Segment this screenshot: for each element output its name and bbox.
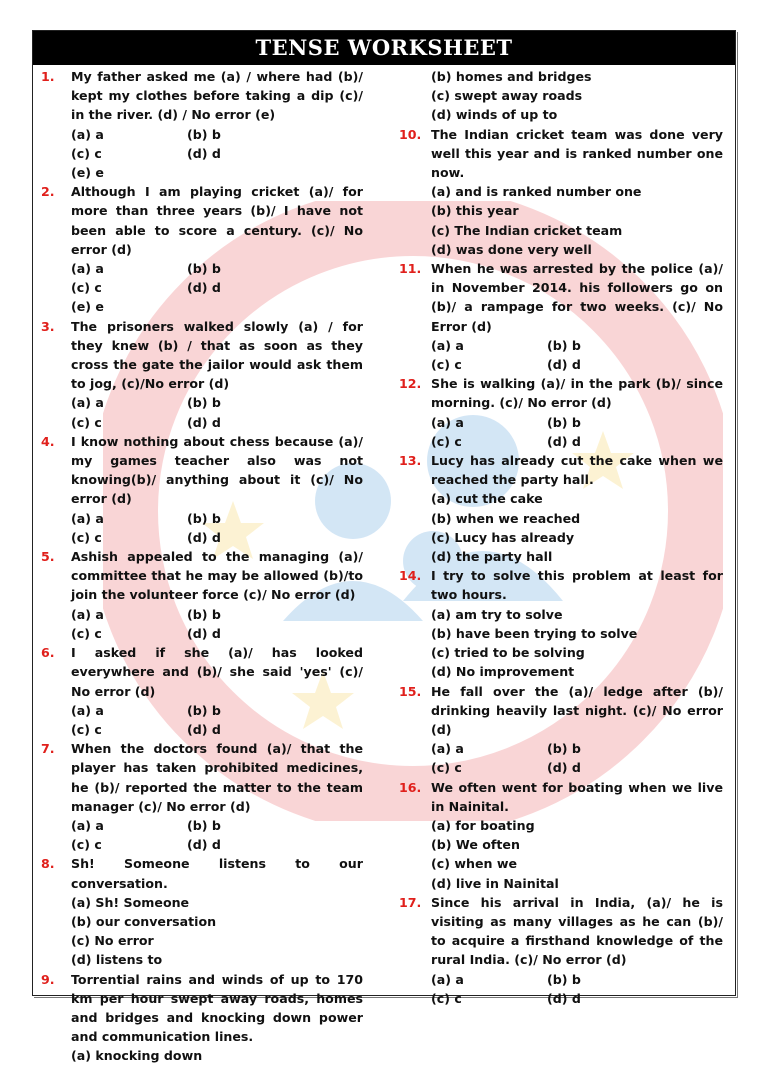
option-label: (b) b — [547, 741, 581, 757]
option-label: (b) b — [187, 261, 221, 277]
option-label: (b) b — [547, 971, 581, 987]
option-label: (d) was done very well — [431, 241, 592, 257]
option-label: (c) c — [71, 414, 102, 430]
question-item — [39, 854, 363, 969]
option-label: (d) d — [187, 625, 221, 641]
option-label: (d) d — [187, 280, 221, 296]
option-label: (a) for boating — [431, 817, 535, 833]
option-label: (d) d — [547, 760, 581, 776]
option-label: (c) swept away roads — [431, 88, 583, 104]
option-label — [187, 297, 363, 316]
answer-options — [431, 489, 723, 566]
option-label: (a) cut the cake — [431, 491, 543, 507]
option-label: (c) c — [71, 625, 102, 641]
option-label: (b) b — [187, 510, 221, 526]
question-text: Torrential rains and winds of up to 170 km per hour swept away roads, homes and bridges and knocking down power and communication lines. — [71, 971, 363, 1045]
answer-options — [71, 393, 363, 431]
option-label: (b) b — [547, 337, 581, 353]
option-label: (a) a — [71, 702, 104, 718]
option-label: (b) b — [187, 606, 221, 622]
option-label: (a) a — [431, 414, 464, 430]
option-label: (b) our conversation — [71, 913, 217, 929]
question-item — [39, 970, 363, 1066]
option-label: (b) We often — [431, 837, 520, 853]
option-label: (c) No error — [71, 933, 154, 949]
option-label: (d) d — [187, 529, 221, 545]
question-item — [399, 566, 723, 681]
question-number: 6. — [41, 645, 55, 661]
question-item — [399, 893, 723, 1008]
question-text: I asked if she (a)/ has looked everywhere and (b)/ she said 'yes' (c)/ No error (d) — [71, 645, 363, 699]
question-text: The prisoners walked slowly (a) / for they knew (b) / that as soon as they cross the gate the jailor would ask them to jog, (c)/No error (d) — [71, 318, 363, 392]
option-label: (d) d — [547, 357, 581, 373]
question-number: 16. — [399, 779, 422, 795]
question-text: He fall over the (a)/ ledge after (b)/ drinking heavily last night. (c)/ No error (d) — [431, 683, 723, 737]
question-item — [39, 432, 363, 547]
question-item — [39, 547, 363, 643]
option-label: (c) c — [431, 433, 462, 449]
question-number: 1. — [41, 69, 55, 84]
question-text: Ashish appealed to the managing (a)/ committee that he may be allowed (b)/to join the volunteer force (c)/ No error (d) — [71, 549, 363, 603]
question-item — [39, 182, 363, 316]
question-text: I know nothing about chess because (a)/ my games teacher also was not knowing(b)/ anything about it (c)/ No error (d) — [71, 433, 363, 507]
question-item — [399, 374, 723, 451]
question-number: 12. — [399, 376, 422, 392]
option-label: (c) c — [431, 357, 462, 373]
answer-options — [71, 893, 363, 970]
option-label: (a) a — [71, 395, 104, 411]
answer-options — [431, 816, 723, 893]
answer-options — [431, 413, 723, 451]
question-text: When he was arrested by the police (a)/ in November 2014. his followers go on (b)/ a rampage for two weeks. (c)/ No Error (d) — [431, 261, 723, 334]
option-label: (a) knocking down — [71, 1048, 203, 1064]
option-label: (a) a — [71, 510, 104, 526]
answer-options — [431, 182, 723, 259]
question-number: 14. — [399, 568, 422, 584]
option-label: (c) tried to be solving — [431, 645, 585, 661]
option-label: (c) c — [71, 280, 102, 296]
answer-options — [431, 739, 723, 777]
left-column — [39, 67, 363, 1066]
question-number: 2. — [41, 184, 55, 200]
question-item — [399, 451, 723, 566]
answer-options — [71, 605, 363, 643]
option-label — [187, 163, 363, 182]
question-item — [399, 682, 723, 778]
option-label: (d) d — [187, 721, 221, 737]
option-label: (b) b — [187, 817, 221, 833]
option-label: (d) listens to — [71, 952, 163, 968]
answer-options — [71, 701, 363, 739]
answer-options — [71, 509, 363, 547]
option-label: (b) b — [187, 126, 221, 142]
option-label: (a) a — [71, 261, 104, 277]
right-column — [399, 67, 723, 1008]
worksheet-frame — [32, 30, 736, 1064]
question-number: 9. — [41, 971, 55, 987]
question-number: 13. — [399, 453, 422, 469]
question-number: 4. — [41, 433, 55, 449]
question-text: Lucy has already cut the cake when we reached the party hall. — [431, 453, 723, 488]
question-number: 15. — [399, 683, 422, 699]
option-label: (b) have been trying to solve — [431, 625, 638, 641]
question-item — [39, 643, 363, 739]
option-label: (d) No improvement — [431, 664, 575, 680]
option-label: (d) winds of up to — [431, 107, 558, 123]
option-label: (d) d — [187, 414, 221, 430]
option-label: (c) c — [71, 529, 102, 545]
option-label: (b) b — [547, 414, 581, 430]
question-item — [39, 67, 363, 182]
option-label: (c) when we — [431, 856, 518, 872]
answer-options — [431, 67, 723, 125]
question-text: My father asked me (a) / where had (b)/ kept my clothes before taking a dip (c)/ in the river. (d) / No error (e) — [71, 69, 363, 123]
question-number: 3. — [41, 318, 55, 334]
answer-options — [431, 336, 723, 374]
option-label: (c) The Indian cricket team — [431, 222, 623, 238]
option-label: (a) a — [71, 606, 104, 622]
worksheet-title: TENSE WORKSHEET — [33, 31, 735, 65]
answer-options — [431, 605, 723, 682]
option-label: (c) Lucy has already — [431, 529, 575, 545]
option-label: (c) c — [431, 990, 462, 1006]
answer-options — [71, 259, 363, 317]
option-label: (d) d — [547, 433, 581, 449]
option-label: (a) Sh! Someone — [71, 894, 190, 910]
option-label: (d) d — [187, 145, 221, 161]
option-label: (d) the party hall — [431, 549, 553, 565]
question-text: We often went for boating when we live in Nainital. — [431, 779, 723, 814]
option-label: (c) c — [71, 721, 102, 737]
question-text: The Indian cricket team was done very well this year and is ranked number one now. — [431, 126, 723, 181]
question-number: 10. — [399, 126, 422, 142]
question-number: 11. — [399, 261, 422, 277]
question-number: 5. — [41, 549, 55, 565]
option-label: (d) live in Nainital — [431, 875, 559, 891]
option-label: (a) a — [71, 817, 104, 833]
answer-options — [431, 970, 723, 1008]
option-label: (a) a — [71, 126, 104, 142]
question-item — [399, 778, 723, 893]
question-item — [399, 125, 723, 259]
option-label: (b) when we reached — [431, 510, 581, 526]
option-label: (b) homes and bridges — [431, 69, 592, 84]
option-label: (b) b — [187, 702, 221, 718]
question-item — [399, 259, 723, 374]
answer-options — [71, 1046, 363, 1065]
question-number: 7. — [41, 741, 55, 757]
question-number: 17. — [399, 894, 422, 910]
question-text: Sh! Someone listens to our conversation. — [71, 856, 363, 891]
answer-options — [71, 816, 363, 854]
option-label: (a) a — [431, 741, 464, 757]
option-label: (d) d — [547, 990, 581, 1006]
option-label: (b) b — [187, 395, 221, 411]
option-label: (e) e — [71, 165, 104, 181]
option-label: (c) c — [71, 837, 102, 853]
question-item — [399, 67, 723, 125]
option-label: (c) c — [71, 145, 102, 161]
question-text: Although I am playing cricket (a)/ for more than three years (b)/ I have not been able to score a century. (c)/ No error (d) — [71, 184, 363, 257]
answer-options — [71, 125, 363, 183]
question-text: When the doctors found (a)/ that the player has taken prohibited medicines, he (b)/ reported the matter to the team manager (c)/ No error (d) — [71, 741, 363, 814]
option-label: (a) am try to solve — [431, 606, 563, 622]
question-number: 8. — [41, 856, 55, 872]
option-label: (a) a — [431, 971, 464, 987]
option-label: (c) c — [431, 760, 462, 776]
option-label: (d) d — [187, 837, 221, 853]
option-label: (e) e — [71, 299, 104, 315]
question-text: She is walking (a)/ in the park (b)/ since morning. (c)/ No error (d) — [431, 376, 723, 411]
question-item — [39, 739, 363, 854]
option-label: (b) this year — [431, 203, 519, 219]
question-text: I try to solve this problem at least for two hours. — [431, 568, 723, 603]
option-label: (a) a — [431, 337, 464, 353]
option-label: (a) and is ranked number one — [431, 184, 642, 200]
question-item — [39, 317, 363, 432]
question-text: Since his arrival in India, (a)/ he is visiting as many villages as he can (b)/ to acquire a firsthand knowledge of the rural India. (c)/ No error (d) — [431, 894, 723, 968]
